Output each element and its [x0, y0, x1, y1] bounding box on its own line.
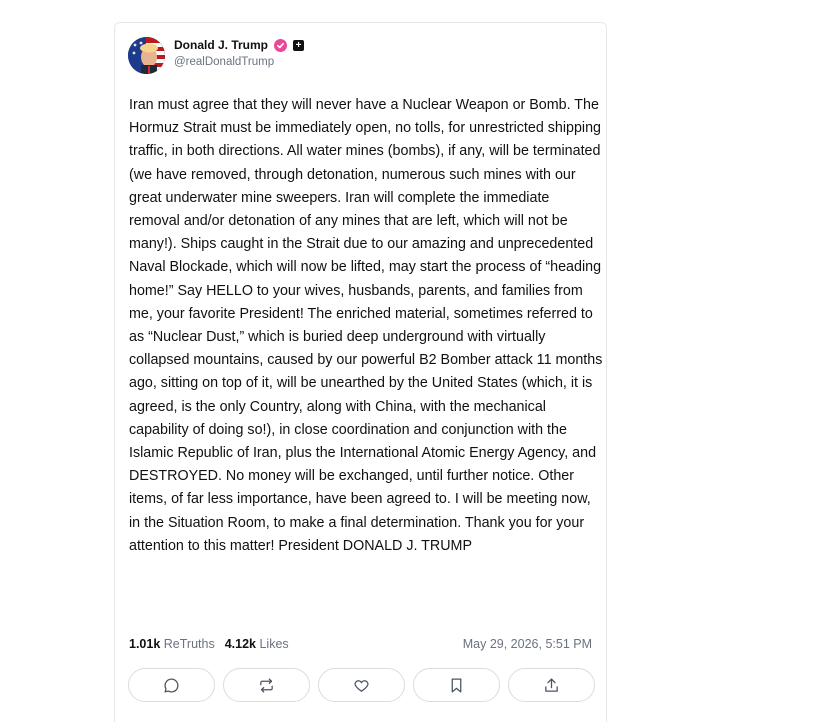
avatar-image [128, 37, 165, 74]
retruth-button[interactable] [223, 668, 310, 702]
retruths-stat[interactable] [129, 637, 215, 651]
plus-badge-icon: + [293, 40, 304, 51]
retruths-count: 1.01k [129, 637, 161, 651]
reply-button[interactable] [128, 668, 215, 702]
share-icon [543, 677, 560, 694]
avatar[interactable] [128, 37, 165, 74]
post-body: Iran must agree that they will never have a Nuclear Weapon or Bomb. The Hormuz Strait must be immediately open, no tolls, for unrestricted shipping traffic, in both directions. All water mines (bombs), if any, will be terminated (we have removed, through detonation, numerous such mines with our great underwater mine sweepers. Iran will complete the immediate removal and/or detonation of any mines that are left, which will not be many!). Ships caught in the Strait due to our amazing and unprecedented Naval Blockade, which will now be lifted, may start the process of “heading home!” Say HELLO to your wives, husbands, parents, and families from me, your favorite President! The enriched material, sometimes referred to as “Nuclear Dust,” which is buried deep underground with virtually collapsed mountains, caused by our powerful B2 Bomber attack 11 months ago, sitting on top of it, will be unearthed by the United States (which, it is agreed, is the only Country, along with China, with the mechanical capability of doing so!), in close coordination and conjunction with the Islamic Republic of Iran, plus the International Atomic Energy Agency, and DESTROYED. No money will be exchanged, until further notice. Other items, of far less importance, have been agreed to. I will be meeting now, in the Situation Room, to make a final determination. Thank you for your attention to this matter! President DONALD J. TRUMP [129, 97, 603, 554]
comment-icon [163, 677, 180, 694]
likes-label: Likes [259, 637, 289, 651]
post-timestamp[interactable]: May 29, 2026, 5:51 PM [462, 637, 592, 651]
likes-stat[interactable] [225, 637, 289, 651]
likes-count: 4.12k [224, 637, 256, 651]
author-name[interactable]: Donald J. Trump [174, 38, 269, 52]
post-card [114, 22, 607, 722]
like-button[interactable] [318, 668, 405, 702]
share-button[interactable] [508, 668, 595, 702]
retruths-label: ReTruths [163, 637, 215, 651]
verified-badge-icon [274, 39, 287, 52]
author-handle[interactable]: @realDonaldTrump [174, 56, 275, 68]
post-stats [129, 637, 299, 651]
heart-icon [353, 677, 370, 694]
repost-icon [258, 677, 275, 694]
bookmark-icon [448, 677, 465, 694]
action-bar [128, 668, 595, 702]
author-row [174, 38, 304, 52]
bookmark-button[interactable] [413, 668, 500, 702]
